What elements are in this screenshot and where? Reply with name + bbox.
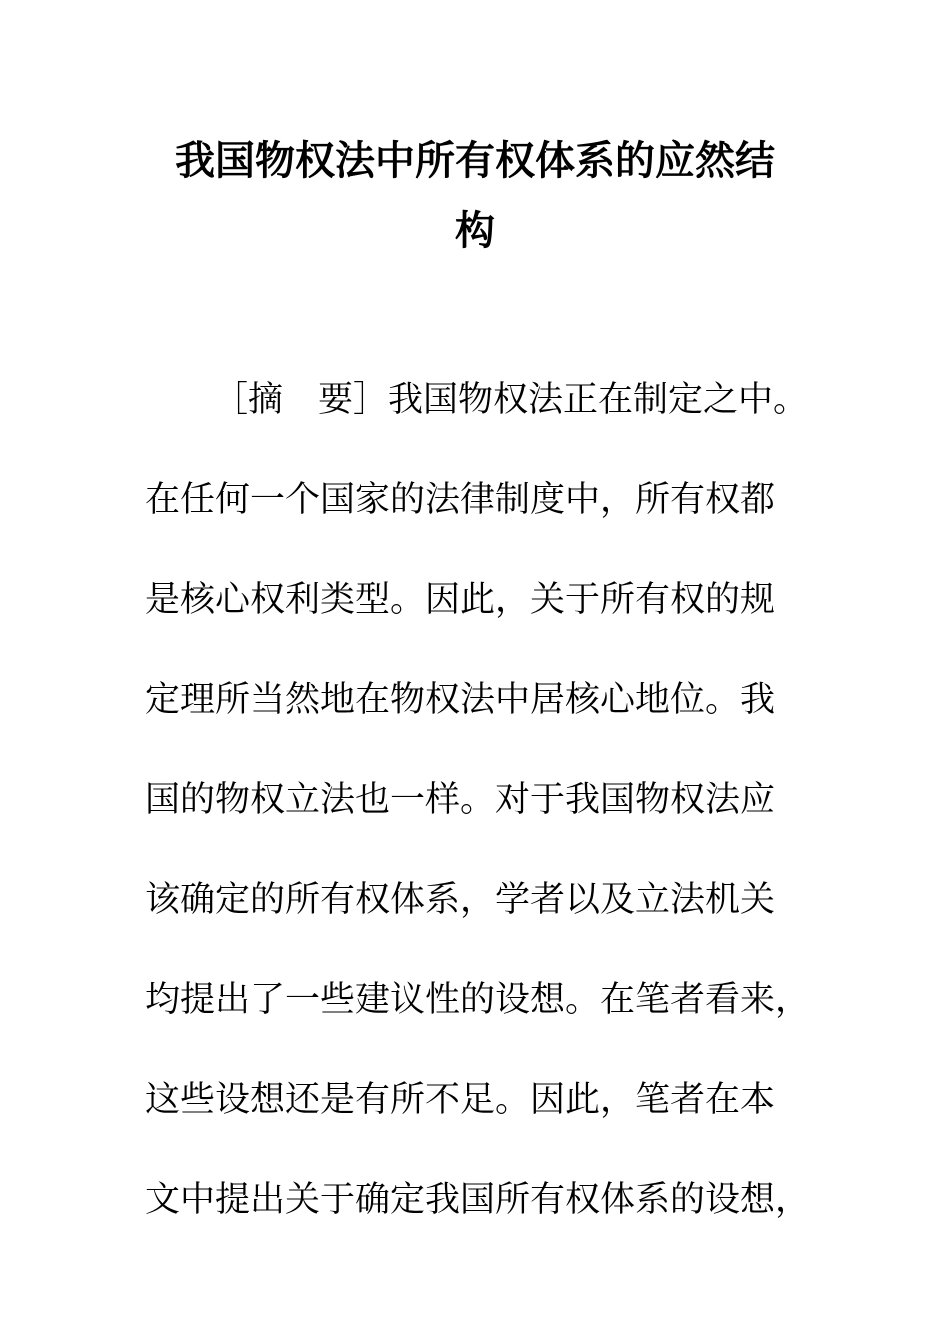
body-text-line: 定理所当然地在物权法中居核心地位。我 — [145, 680, 776, 720]
body-text-line: 这些设想还是有所不足。因此，笔者在本 — [145, 1080, 776, 1120]
body-text-line: 均提出了一些建议性的设想。在笔者看来， — [145, 980, 811, 1020]
title-line: 我国物权法中所有权体系的应然结 — [175, 138, 775, 184]
body-text-line: 在任何一个国家的法律制度中，所有权都 — [145, 480, 776, 520]
body-text-line: 是核心权利类型。因此，关于所有权的规 — [145, 580, 776, 620]
body-text-line: 该确定的所有权体系，学者以及立法机关 — [145, 880, 776, 920]
abstract-line: ［摘 要］我国物权法正在制定之中。 — [213, 380, 809, 420]
body-text-line: 国的物权立法也一样。对于我国物权法应 — [145, 780, 776, 820]
title-line: 构 — [455, 208, 495, 254]
body-text-line: 文中提出关于确定我国所有权体系的设想， — [145, 1180, 811, 1220]
document-title — [145, 126, 805, 266]
